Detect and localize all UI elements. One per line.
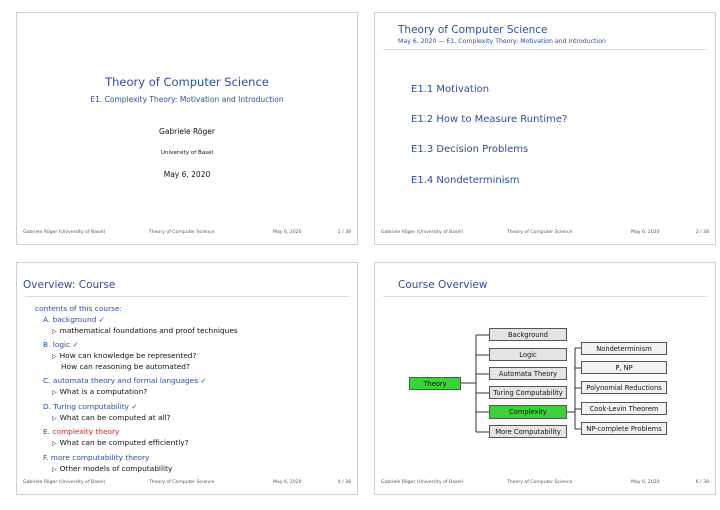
footer-author: Gabriele Röger (University of Basel) (381, 230, 464, 235)
node-cook-levin: Cook-Levin Theorem (581, 402, 667, 415)
footer-author: Gabriele Röger (University of Basel) (381, 480, 464, 485)
outline-item[interactable]: E1.3 Decision Problems (411, 144, 529, 155)
node-np-complete: NP-complete Problems (581, 422, 667, 435)
footer-author: Gabriele Röger (University of Basel) (23, 480, 106, 485)
section-f-sub: ▷ Other models of computability (52, 464, 173, 473)
section-b-sub: ▷ How can knowledge be represented? (52, 351, 197, 360)
overview-intro: contents of this course: (35, 304, 122, 313)
triangle-marker-icon: ▷ (52, 328, 57, 335)
node-theory: Theory (409, 377, 461, 390)
node-complexity: Complexity (489, 405, 567, 419)
section-b-sub: How can reasoning be automated? (61, 362, 190, 371)
node-more-computability: More Computability (489, 425, 567, 438)
section-c: C. automata theory and formal languages ✓ (43, 376, 207, 385)
section-c-sub: ▷ What is a computation? (52, 387, 148, 396)
slide-footer (381, 230, 709, 238)
node-background: Background (489, 328, 567, 341)
slide-overview-course (16, 262, 358, 495)
footer-page: 6 / 38 (695, 480, 709, 485)
slide-title-affiliation: University of Basel (160, 150, 214, 156)
slide-footer (23, 230, 351, 238)
slide-outline-heading: Theory of Computer Science (398, 24, 548, 36)
outline-item[interactable]: E1.2 How to Measure Runtime? (411, 114, 568, 125)
footer-date: May 6, 2020 (273, 230, 302, 235)
slide-title-author: Gabriele Röger (159, 127, 215, 136)
slide-title-subtitle: E1. Complexity Theory: Motivation and Introduction (90, 95, 284, 104)
node-logic: Logic (489, 348, 567, 361)
slide-title-date: May 6, 2020 (163, 170, 211, 179)
section-f: F. more computability theory (43, 453, 150, 462)
triangle-marker-icon: ▷ (52, 353, 57, 360)
outline-item[interactable]: E1.1 Motivation (411, 84, 490, 95)
footer-author: Gabriele Röger (University of Basel) (23, 230, 106, 235)
slide-footer (23, 480, 351, 488)
section-a: A. background ✓ (43, 315, 105, 324)
footer-course: Theory of Computer Science (507, 230, 573, 235)
footer-date: May 6, 2020 (631, 480, 660, 485)
node-polynomial-reductions: Polynomial Reductions (581, 381, 667, 394)
slide-overview-heading: Overview: Course (23, 279, 116, 291)
slide-title-heading: Theory of Computer Science (105, 75, 269, 89)
node-turing-computability: Turing Computability (489, 386, 567, 399)
triangle-marker-icon: ▷ (52, 466, 57, 473)
footer-page: 1 / 38 (337, 230, 351, 235)
footer-course: Theory of Computer Science (149, 480, 215, 485)
section-e: E. complexity theory (43, 427, 120, 436)
triangle-marker-icon: ▷ (52, 389, 57, 396)
footer-page: 4 / 38 (337, 480, 351, 485)
triangle-marker-icon: ▷ (52, 415, 57, 422)
slide-course-overview-heading: Course Overview (398, 279, 488, 291)
slide-course-overview (374, 262, 716, 495)
slide-outline (374, 12, 716, 245)
section-d: D. Turing computability ✓ (43, 402, 138, 411)
slide-outline-subtitle: May 6, 2020 — E1. Complexity Theory: Motivation and Introduction (398, 38, 606, 45)
header-rule (25, 296, 349, 297)
node-automata-theory: Automata Theory (489, 367, 567, 380)
node-nondeterminism: Nondeterminism (581, 342, 667, 355)
footer-course: Theory of Computer Science (507, 480, 573, 485)
footer-page: 2 / 38 (695, 230, 709, 235)
outline-item[interactable]: E1.4 Nondeterminism (411, 175, 520, 186)
footer-course: Theory of Computer Science (149, 230, 215, 235)
section-b: B. logic ✓ (43, 340, 79, 349)
footer-date: May 6, 2020 (273, 480, 302, 485)
slide-footer (381, 480, 709, 488)
header-rule (383, 49, 707, 50)
footer-date: May 6, 2020 (631, 230, 660, 235)
triangle-marker-icon: ▷ (52, 440, 57, 447)
node-p-np: P, NP (581, 361, 667, 374)
section-e-sub: ▷ What can be computed efficiently? (52, 438, 189, 447)
slide-title (16, 12, 358, 245)
section-a-sub: ▷ mathematical foundations and proof techniques (52, 326, 238, 335)
section-d-sub: ▷ What can be computed at all? (52, 413, 171, 422)
